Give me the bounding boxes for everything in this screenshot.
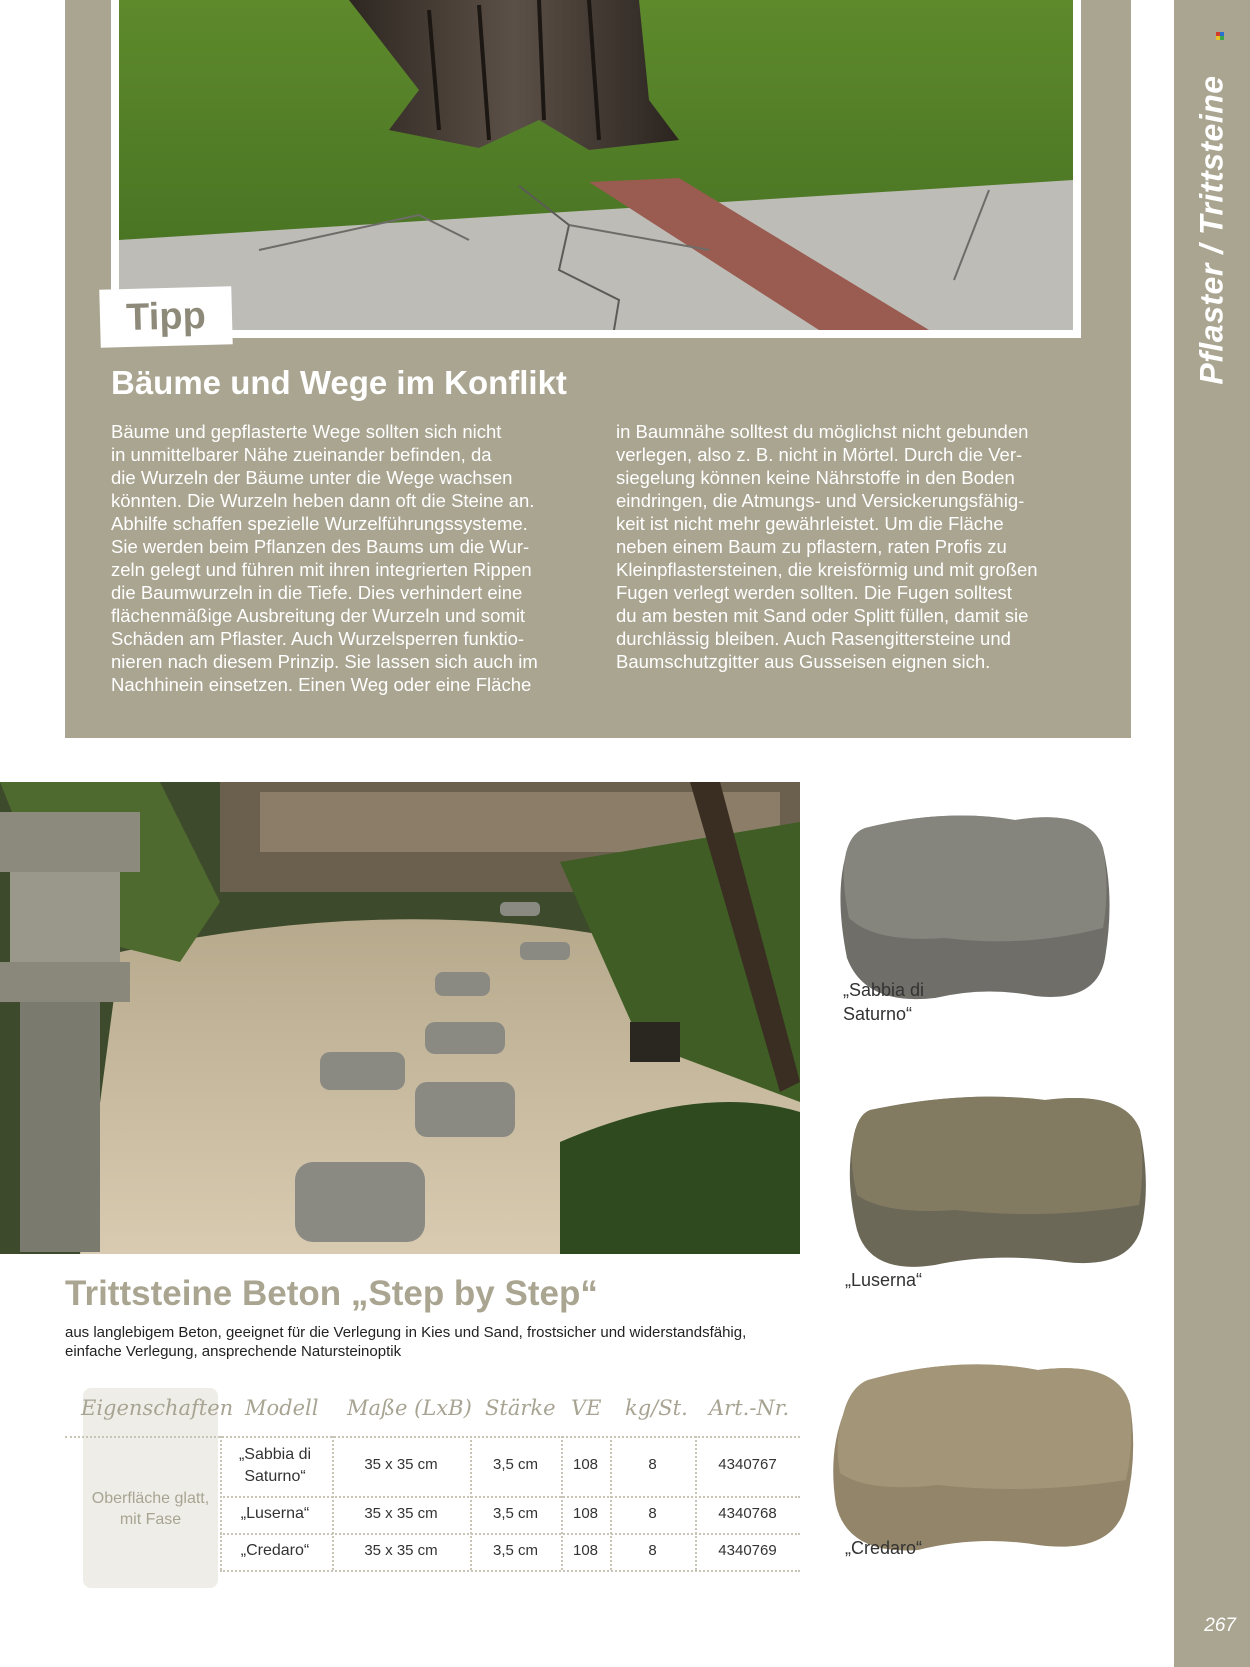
- text-line: durchlässig bleiben. Auch Rasengittersteine und: [616, 628, 1011, 649]
- table-cell-size: 35 x 35 cm: [364, 1505, 438, 1522]
- table-cell-thickness: 3,5 cm: [492, 1505, 538, 1522]
- table-cell-kg: 8: [648, 1542, 657, 1559]
- table-header-ve: VE: [571, 1396, 602, 1420]
- garden-photo: [0, 782, 800, 1254]
- model-line: „Sabbia di: [238, 1446, 312, 1463]
- table-cell-model: [225, 1540, 325, 1562]
- table-divider: [220, 1570, 800, 1572]
- text-line: die Baumwurzeln in die Tiefe. Dies verhindert eine: [111, 582, 523, 603]
- sidebar: [1174, 0, 1250, 1667]
- table-divider: [65, 1436, 800, 1438]
- text-line: in Baumnähe solltest du möglichst nicht gebunden: [616, 421, 1029, 442]
- tip-heading: Bäume und Wege im Konflikt: [111, 364, 567, 401]
- description-line: aus langlebigem Beton, geeignet für die Verlegung in Kies und Sand, frostsicher und widerstandsfähig,: [65, 1324, 747, 1341]
- model-line: „Luserna“: [240, 1505, 310, 1522]
- table-cell-size: 35 x 35 cm: [364, 1456, 438, 1473]
- table-divider: [220, 1533, 800, 1535]
- text-line: könnten. Die Wurzeln heben dann oft die Steine an.: [111, 490, 535, 511]
- text-line: nieren nach diesem Prinzip. Sie lassen sich auch im: [111, 651, 538, 672]
- table-cell-ve: 108: [572, 1505, 599, 1522]
- tipp-label: [99, 286, 232, 347]
- table-header-modell: Modell: [245, 1396, 319, 1420]
- table-cell-ve: 108: [572, 1456, 599, 1473]
- table-header-eigenschaften: Eigenschaften: [81, 1396, 234, 1420]
- text-line: flächenmäßige Ausbreitung der Wurzeln und somit: [111, 605, 526, 626]
- property-line: Oberfläche glatt,: [91, 1490, 210, 1507]
- table-cell-model: [225, 1503, 325, 1525]
- model-line: Saturno“: [244, 1468, 306, 1485]
- text-line: Abhilfe schaffen spezielle Wurzelführungssysteme.: [111, 513, 528, 534]
- stone-label-line: „Credaro“: [845, 1538, 923, 1558]
- property-line: mit Fase: [119, 1511, 182, 1528]
- table-cell-size: 35 x 35 cm: [364, 1542, 438, 1559]
- tip-panel: [65, 0, 1131, 738]
- table-cell-kg: 8: [648, 1505, 657, 1522]
- product-description: [65, 1323, 785, 1361]
- table-header-kg: kg/St.: [625, 1396, 688, 1420]
- spec-table: [65, 1388, 800, 1588]
- stone-label-luserna: [845, 1268, 922, 1292]
- tipp-label-text: Tipp: [125, 294, 207, 340]
- model-line: „Credaro“: [240, 1542, 310, 1559]
- table-cell-kg: 8: [648, 1456, 657, 1473]
- text-line: eindringen, die Atmungs- und Versickerungsfähig-: [616, 490, 1025, 511]
- text-line: in unmittelbarer Nähe zueinander befinden, da: [111, 444, 492, 465]
- stone-image-luserna: [845, 1090, 1150, 1270]
- text-line: Bäume und gepflasterte Wege sollten sich nicht: [111, 421, 502, 442]
- stone-label-sabbia: [843, 978, 924, 1026]
- color-dots-icon: [1216, 32, 1224, 40]
- text-line: Schäden am Pflaster. Auch Wurzelsperren funktio-: [111, 628, 525, 649]
- stone-label-line: „Sabbia di: [843, 980, 925, 1000]
- text-line: Baumschutzgitter aus Gusseisen eignen sich.: [616, 651, 991, 672]
- table-cell-art-nr: 4340768: [718, 1505, 777, 1522]
- text-line: keit ist nicht mehr gewährleistet. Um die Fläche: [616, 513, 1004, 534]
- stone-image-sabbia: [835, 808, 1115, 1003]
- table-cell-art-nr: 4340767: [718, 1456, 777, 1473]
- text-line: Fugen verlegt werden sollten. Die Fugen solltest: [616, 582, 1012, 603]
- table-cell-thickness: 3,5 cm: [492, 1542, 538, 1559]
- text-line: Nachhinein einsetzen. Einen Weg oder eine Fläche: [111, 674, 532, 695]
- table-header-masse: Maße (LxB): [347, 1396, 472, 1420]
- tree-photo: [119, 0, 1073, 330]
- text-line: du am besten mit Sand oder Splitt füllen, damit sie: [616, 605, 1029, 626]
- description-line: einfache Verlegung, ansprechende Natursteinoptik: [65, 1343, 402, 1360]
- property-cell: [73, 1488, 228, 1530]
- text-line: Kleinpflastersteinen, die kreisförmig und mit großen: [616, 559, 1038, 580]
- text-line: zeln gelegt und führen mit ihren integrierten Rippen: [111, 559, 532, 580]
- product-title: Trittsteine Beton „Step by Step“: [65, 1274, 598, 1313]
- table-header-staerke: Stärke: [485, 1396, 556, 1420]
- table-cell-thickness: 3,5 cm: [492, 1456, 538, 1473]
- table-cell-ve: 108: [572, 1542, 599, 1559]
- table-cell-art-nr: 4340769: [718, 1542, 777, 1559]
- stone-label-credaro: [845, 1536, 922, 1560]
- sidebar-title: Pflaster / Trittsteine: [1193, 75, 1230, 385]
- table-divider: [220, 1496, 800, 1498]
- text-line: die Wurzeln der Bäume unter die Wege wachsen: [111, 467, 513, 488]
- page-number: 267: [1204, 1615, 1236, 1636]
- text-line: siegelung können keine Nährstoffe in den Boden: [616, 467, 1015, 488]
- text-line: Sie werden beim Pflanzen des Baums um die Wur-: [111, 536, 530, 557]
- stone-label-line: Saturno“: [843, 1004, 913, 1024]
- table-header-artnr: Art.-Nr.: [709, 1396, 790, 1420]
- text-line: verlegen, also z. B. nicht in Mörtel. Durch die Ver-: [616, 444, 1023, 465]
- text-line: neben einem Baum zu pflastern, raten Profis zu: [616, 536, 1007, 557]
- stone-label-line: „Luserna“: [845, 1270, 923, 1290]
- table-cell-model: [225, 1444, 325, 1488]
- tip-text-column-2: [616, 420, 1096, 673]
- tip-text-column-1: [111, 420, 591, 696]
- stone-image-credaro: [828, 1355, 1138, 1555]
- tree-photo-frame: [111, 0, 1081, 338]
